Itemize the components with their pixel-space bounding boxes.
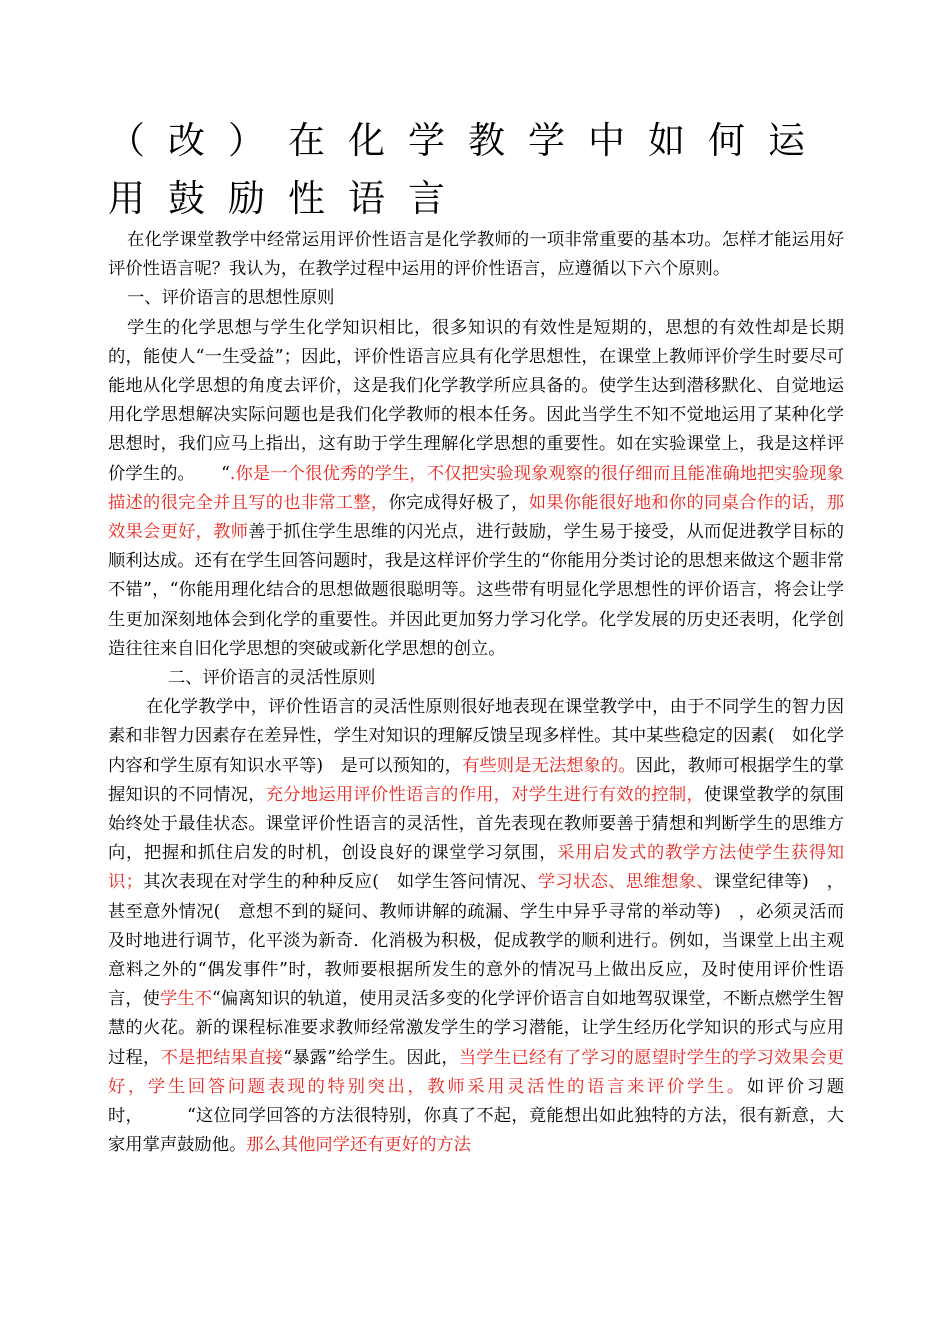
text-run: 其次表现在对学生的种种反应( 如学生答问情况、 xyxy=(142,872,538,893)
text-run: 善于抓住学生思维的闪光点，进行鼓励，学生易于接受，从而促进教学目标的顺利达成。还有在学生回答问题时，我是这样评价学生的“你能用分类讨论的思想来做这个题非常不错”，“你能用理化结合的思想做题很聪明等。这些带有明显化学思想性的评价语言，将会让学生更加深刻地体会到化学的重要性。并因此更加努力学习化学。化学发展的历史还表明，化学创造往往来自旧化学思想的突破或新化学思想的创立。 xyxy=(108,522,844,659)
highlighted-text: 那么其他同学还有更好的方法 xyxy=(246,1135,471,1156)
document-body xyxy=(108,226,844,1161)
highlighted-text: 充分地运用评价性语言的作用，对学生进行有效的控制， xyxy=(265,784,704,805)
section-heading-1: 一、评价语言的思想性原则 xyxy=(127,288,335,309)
highlighted-text: 学生不 xyxy=(159,989,212,1010)
text-run: 如评价习题时， “这位同学回答的方法很特别，你真了不起，竟能想出如此独特的方法，很有新意，大家用掌声鼓励他。 xyxy=(108,1076,844,1156)
text-run: 课堂纪律等) ，甚至意外情况( 意想不到的疑问、教师讲解的疏漏、学生中异乎寻常的举动等) ，必须灵活而及时地进行调节，化平淡为新奇．化消极为积极，促成教学的顺利进行。例如，当课堂上出主观意料之外的“偶发事件”时，教师要根据所发生的意外的情况马上做出反应，及时使用评价性语言，使 xyxy=(108,872,844,1010)
document-title: （改）在化学教学中如何运用鼓励性语言 xyxy=(108,119,828,220)
text-run: “偏离知识的轨道，使用灵活多变的化学评价语言自如地驾驭课堂，不断点燃学生智慧的火花。新的课程标准要求教师经常激发学生的学习潜能，让学生经历化学知识的形式与应用过程， xyxy=(108,989,844,1068)
text-run: 你完成得好极了， xyxy=(388,492,529,513)
section-heading-2: 二、评价语言的灵活性原则 xyxy=(168,668,376,689)
text-run: 使课堂教学的氛围始终处于最佳状态。课堂评价性语言的灵活性，首先表现在教师要善于猜想和判断学生的思维方向，把握和抓住启发的时机，创设良好的课堂学习氛围， xyxy=(108,784,844,864)
text-run: 在化学教学中，评价性语言的灵活性原则很好地表现在课堂教学中，由于不同学生的智力因素和非智力因素存在差异性，学生对知识的理解反馈呈现多样性。其中某些稳定的因素( 如化学内容和学生原有知识水平等) 是可以预知的， xyxy=(108,697,844,776)
section1-paragraph xyxy=(108,314,844,664)
text-run: 学生的化学思想与学生化学知识相比，很多知识的有效性是短期的，思想的有效性却是长期的，能使人“一生受益”；因此，评价性语言应具有化学思想性，在课堂上教师评价学生时要尽可能地从化学思想的角度去评价，这是我们化学教学所应具备的。使学生达到潜移默化、自觉地运用化学思想解决实际问题也是我们化学教师的根本任务。因此当学生不知不觉地运用了某种化学思想时，我们应马上指出，这有助于学生理解化学思想的重要性。如在实验课堂上，我是这样评价学生的。 “ xyxy=(108,317,844,484)
highlighted-text: 当学生已经有了学习的愿望时学生的学习效果会更好，学生回答问题表现的特别突出，教师采用灵活性的语言来评价学生。 xyxy=(108,1047,844,1097)
highlighted-text: 学习状态、思维想象、 xyxy=(537,872,714,893)
highlighted-text: 采用启发式的教学方法使学生获得知识； xyxy=(108,843,844,893)
section2-paragraph xyxy=(108,693,844,1160)
intro-paragraph: 在化学课堂教学中经常运用评价性语言是化学教师的一项非常重要的基本功。怎样才能运用好评价性语言呢？我认为，在教学过程中运用的评价性语言，应遵循以下六个原则。 xyxy=(108,230,844,280)
text-run: 因此，教师可根据学生的掌握知识的不同情况， xyxy=(108,755,844,805)
highlighted-text: 有些则是无法想象的。 xyxy=(462,755,636,776)
text-run: “暴露”给学生。因此， xyxy=(283,1047,459,1068)
highlighted-text: .你是一个很优秀的学生，不仅把实验现象观察的很仔细而且能准确地把实验现象描述的很完全并且写的也非常工整， xyxy=(108,463,844,513)
highlighted-text: 不是把结果直接 xyxy=(160,1047,284,1068)
highlighted-text: 如果你能很好地和你的同桌合作的话，那效果会更好，教师 xyxy=(108,492,844,543)
